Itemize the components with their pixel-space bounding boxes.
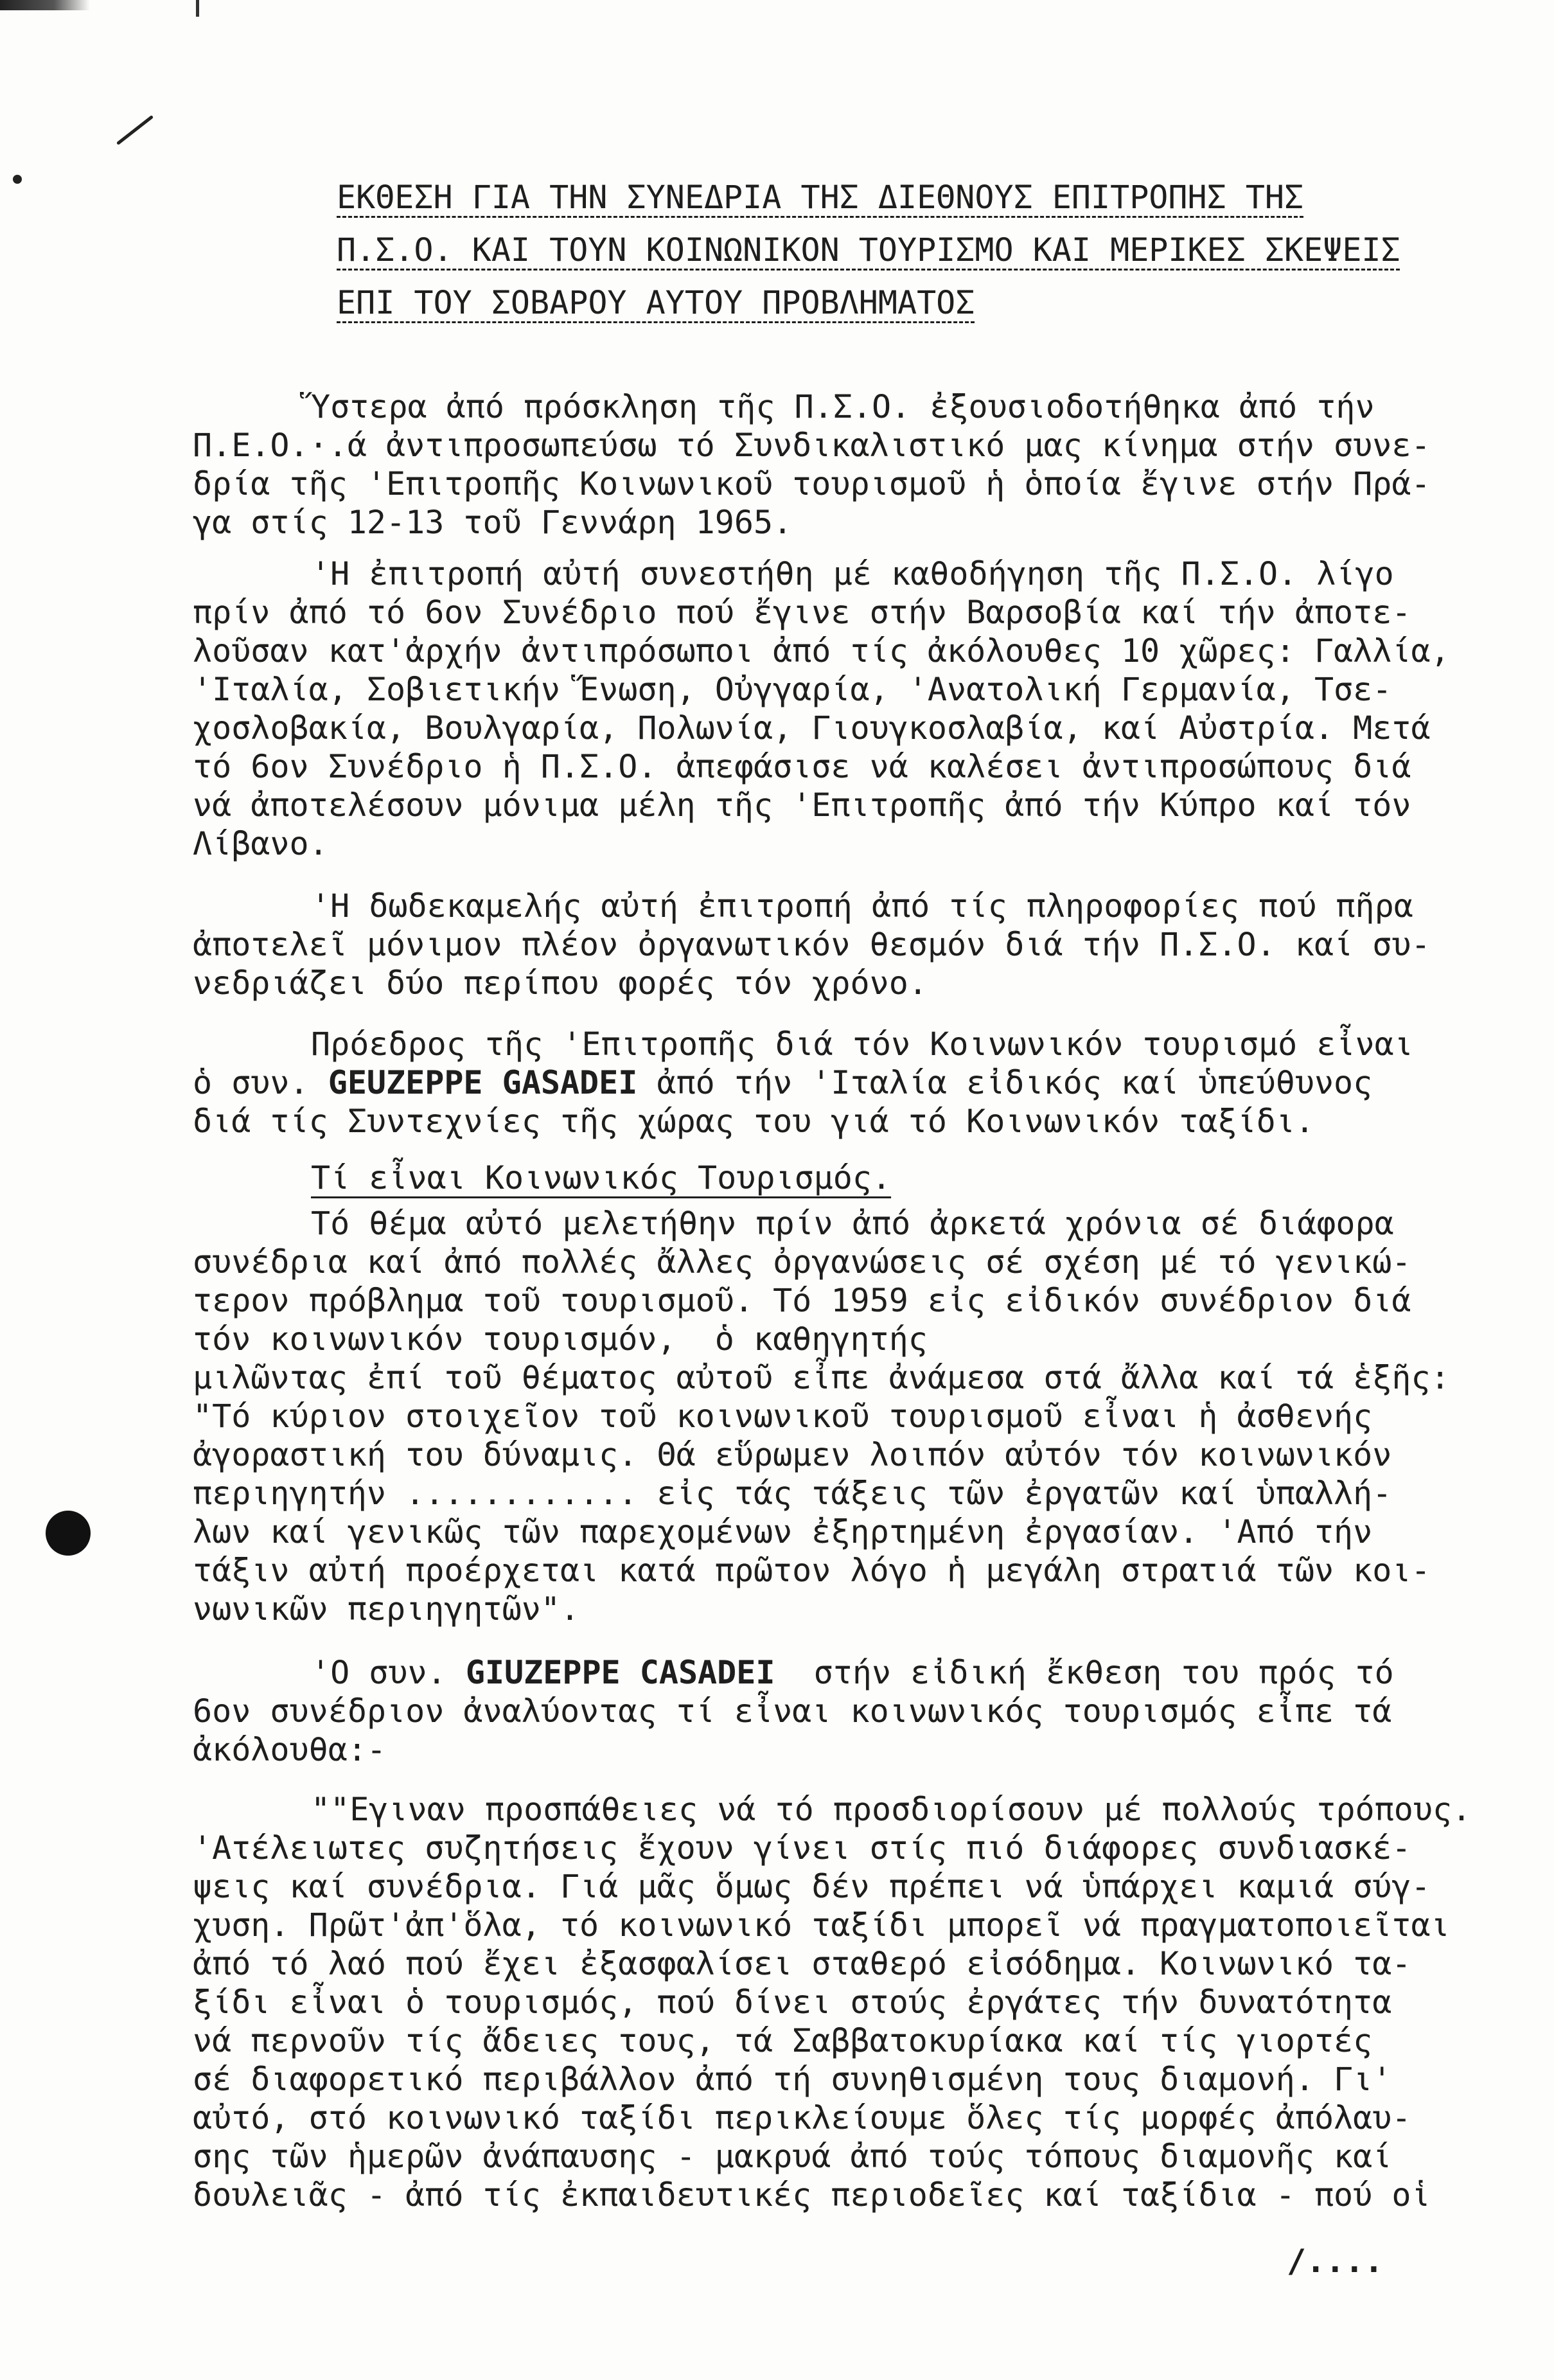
- body-line: Π.Ε.Ο.·.ά ἀντιπροσωπεύσω τό Συνδικαλιστικό μας κίνημα στήν συνε-: [193, 427, 1431, 464]
- person-name: GEUZEPPE GASADEI: [328, 1064, 638, 1101]
- report-title-line: ΕΠΙ ΤΟΥ ΣΟΒΑΡΟΥ ΑΥΤΟΥ ΠΡΟΒΛΗΜΑΤΟΣ: [337, 284, 975, 321]
- body-line: "Τό κύριον στοιχεῖον τοῦ κοινωνικοῦ τουρισμοῦ εἶναι ἡ ἀσθενής: [193, 1398, 1373, 1435]
- report-title-line: Π.Σ.Ο. ΚΑΙ ΤΟΥΝ ΚΟΙΝΩΝΙΚΟΝ ΤΟΥΡΙΣΜΟ ΚΑΙ ΜΕΡΙΚΕΣ ΣΚΕΨΕΙΣ: [337, 231, 1400, 269]
- body-line: Ὕστερα ἀπό πρόσκληση τῆς Π.Σ.Ο. ἐξουσιοδοτήθηκα ἀπό τήν: [311, 388, 1375, 425]
- body-line: περιηγητήν ............ εἰς τάς τάξεις τῶν ἐργατῶν καί ὑπαλλή-: [193, 1475, 1392, 1512]
- body-line: νά περνοῦν τίς ἄδειες τους, τά Σαββατοκυρίακα καί τίς γιορτές: [193, 2022, 1373, 2059]
- body-line: [193, 1063, 1413, 1102]
- body-line: δρία τῆς 'Επιτροπῆς Κοινωνικοῦ τουρισμοῦ ἡ ὁποία ἔγινε στήν Πρά-: [193, 465, 1431, 502]
- line-segment: 'Ο συν.: [311, 1654, 466, 1691]
- body-line: σης τῶν ἡμερῶν ἀνάπαυσης - μακρυά ἀπό τούς τόπους διαμονῆς καί: [193, 2138, 1392, 2175]
- paragraph-casadei-report: [193, 1653, 1394, 1769]
- body-line: τερον πρόβλημα τοῦ τουρισμοῦ. Τό 1959 εἰς εἰδικόν συνέδριον διά: [193, 1282, 1411, 1319]
- body-line: 6ον συνέδριον ἀναλύοντας τί εἶναι κοινωνικός τουρισμός εἶπε τά: [193, 1692, 1392, 1730]
- body-line: μιλῶντας ἐπί τοῦ θέματος αὐτοῦ εἶπε ἀνάμεσα στά ἄλλα καί τά ἑξῆς:: [193, 1359, 1450, 1396]
- paragraph-committee-members: [193, 555, 1450, 863]
- body-line: ψεις καί συνέδρια. Γιά μᾶς ὅμως δέν πρέπει νά ὑπάρχει καμιά σύγ-: [193, 1868, 1431, 1905]
- body-line: ἀπό τό λαό πού ἔχει ἐξασφαλίσει σταθερό εἰσόδημα. Κοινωνικό τα-: [193, 1945, 1411, 1982]
- body-line: γα στίς 12-13 τοῦ Γεννάρη 1965.: [193, 504, 793, 541]
- body-line: νεδριάζει δύο περίπου φορές τόν χρόνο.: [193, 964, 928, 1002]
- scan-edge-mark: [196, 0, 199, 17]
- body-line: αὐτό, στό κοινωνικό ταξίδι περικλείουμε ὅλες τίς μορφές ἀπόλαυ-: [193, 2099, 1411, 2136]
- body-line: νά ἀποτελέσουν μόνιμα μέλη τῆς 'Επιτροπῆς ἀπό τήν Κύπρο καί τόν: [193, 786, 1411, 824]
- person-name: GIUZEPPE CASADEI: [465, 1654, 775, 1691]
- body-line: διά τίς Συντεχνίες τῆς χώρας του γιά τό Κοινωνικόν ταξίδι.: [193, 1103, 1314, 1140]
- body-line: Πρόεδρος τῆς 'Επιτροπῆς διά τόν Κοινωνικόν τουρισμό εἶναι: [311, 1026, 1413, 1063]
- body-line: 'Ιταλία, Σοβιετικήν Ἕνωση, Οὐγγαρία, 'Ανατολική Γερμανία, Τσε-: [193, 671, 1392, 708]
- body-line: σέ διαφορετικό περιβάλλον ἀπό τή συνηθισμένη τους διαμονή. Γι': [193, 2061, 1392, 2098]
- continuation-mark: /....: [1287, 2242, 1384, 2280]
- paragraph-twelve-member-committee: [193, 887, 1431, 1002]
- line-segment: στήν εἰδική ἔκθεση του πρός τό: [775, 1654, 1394, 1691]
- body-line: Λίβανο.: [193, 825, 328, 862]
- line-segment: ἀπό τήν 'Ιταλία εἰδικός καί ὑπεύθυνος: [637, 1064, 1373, 1101]
- scan-edge-smudge: [0, 0, 90, 10]
- line-segment: ὁ συν.: [193, 1064, 328, 1101]
- body-line: χοσλοβακία, Βουλγαρία, Πολωνία, Γιουγκοσλαβία, καί Αὐστρία. Μετά: [193, 709, 1431, 747]
- body-line: ἀκόλουθα:-: [193, 1731, 387, 1768]
- body-line: ἀποτελεῖ μόνιμον πλέον ὀργανωτικόν θεσμόν διά τήν Π.Σ.Ο. καί συ-: [193, 926, 1431, 963]
- body-line: ἀγοραστική του δύναμις. Θά εὕρωμεν λοιπόν αὐτόν τόν κοινωνικόν: [193, 1436, 1392, 1473]
- body-line: συνέδρια καί ἀπό πολλές ἄλλες ὀργανώσεις σέ σχέση μέ τό γενικώ-: [193, 1243, 1411, 1281]
- body-line: Τό θέμα αὐτό μελετήθην πρίν ἀπό ἀρκετά χρόνια σέ διάφορα: [311, 1205, 1394, 1242]
- punch-hole: [46, 1511, 91, 1556]
- body-line: 'Η δωδεκαμελής αὐτή ἐπιτροπή ἀπό τίς πληροφορίες πού πῆρα: [311, 887, 1413, 925]
- paragraph-definition-history: [193, 1204, 1450, 1628]
- paragraph-president: [193, 1025, 1413, 1141]
- body-line: ""Εγιναν προσπάθειες νά τό προσδιορίσουν μέ πολλούς τρόπους.: [311, 1791, 1472, 1828]
- section-heading: Τί εἶναι Κοινωνικός Τουρισμός.: [311, 1159, 892, 1196]
- body-line: λοῦσαν κατ'ἀρχήν ἀντιπρόσωποι ἀπό τίς ἀκόλουθες 10 χῶρες: Γαλλία,: [193, 632, 1450, 670]
- body-line: χυση. Πρῶτ'ἀπ'ὅλα, τό κοινωνικό ταξίδι μπορεῖ νά πραγματοποιεῖται: [193, 1906, 1450, 1944]
- report-title: [337, 171, 1400, 329]
- body-line: [193, 1653, 1394, 1692]
- pen-slash-mark: [116, 115, 154, 145]
- margin-dot: [13, 175, 22, 184]
- body-line: πρίν ἀπό τό 6ον Συνέδριο πού ἔγινε στήν Βαρσοβία καί τήν ἀποτε-: [193, 594, 1411, 631]
- body-line: 'Ατέλειωτες συζητήσεις ἔχουν γίνει στίς πιό διάφορες συνδιασκέ-: [193, 1829, 1411, 1867]
- paragraph-invitation: [193, 387, 1431, 542]
- report-title-line: ΕΚΘΕΣΗ ΓΙΑ ΤΗΝ ΣΥΝΕΔΡΙΑ ΤΗΣ ΔΙΕΘΝΟΥΣ ΕΠΙΤΡΟΠΗΣ ΤΗΣ: [337, 179, 1304, 216]
- body-line: τό 6ον Συνέδριο ἡ Π.Σ.Ο. ἀπεφάσισε νά καλέσει ἀντιπροσώπους διά: [193, 748, 1411, 785]
- body-line: 'Η ἐπιτροπή αὐτή συνεστήθη μέ καθοδήγηση τῆς Π.Σ.Ο. λίγο: [311, 555, 1394, 592]
- body-line: νωνικῶν περιηγητῶν".: [193, 1590, 580, 1628]
- paragraph-casadei-quote: [193, 1790, 1471, 2214]
- body-line: τόν κοινωνικόν τουρισμόν, ὁ καθηγητής: [193, 1320, 928, 1358]
- body-line: τάξιν αὐτή προέρχεται κατά πρῶτον λόγο ἡ μεγάλη στρατιά τῶν κοι-: [193, 1552, 1431, 1589]
- body-line: δουλειᾶς - ἀπό τίς ἐκπαιδευτικές περιοδεῖες καί ταξίδια - πού οἱ: [193, 2176, 1431, 2214]
- body-line: λων καί γενικῶς τῶν παρεχομένων ἐξηρτημένη ἐργασίαν. 'Από τήν: [193, 1513, 1373, 1550]
- body-line: ξίδι εἶναι ὁ τουρισμός, πού δίνει στούς ἐργάτες τήν δυνατότητα: [193, 1984, 1392, 2021]
